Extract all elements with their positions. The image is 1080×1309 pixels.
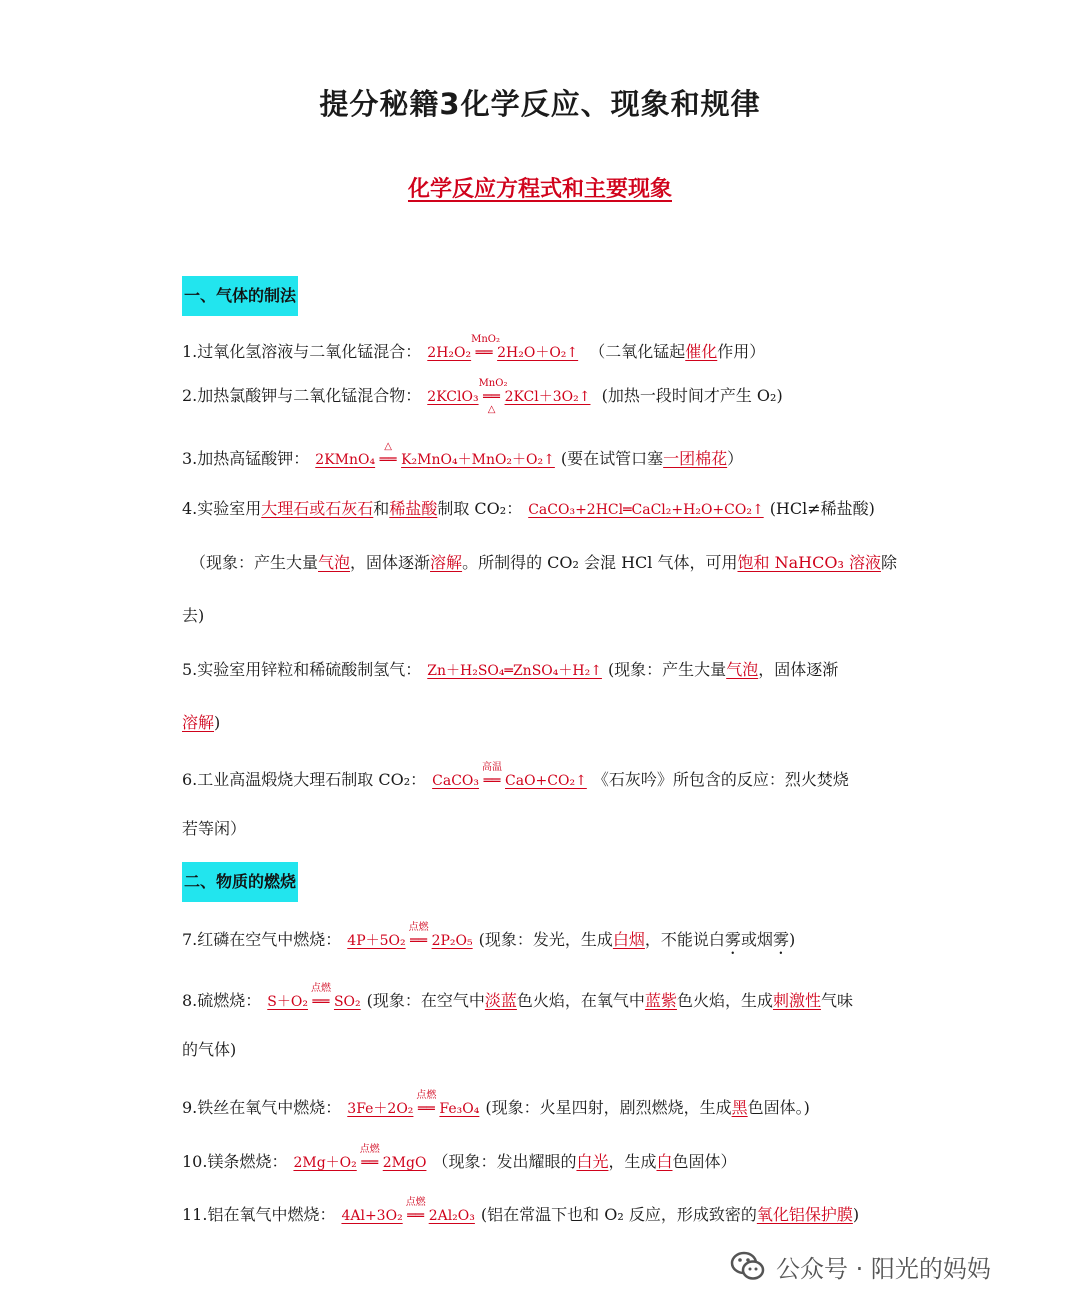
eq-reactants: 4Al+3O₂ (341, 1208, 403, 1224)
item-3-highlight: 一团棉花 (663, 449, 728, 468)
item-4-highlight-1: 大理石或石灰石 (261, 499, 374, 518)
item-9-equation (341, 1090, 485, 1123)
eq-condition: MnO₂ ══ (471, 341, 497, 367)
eq-reactants: 2KMnO₄ (315, 452, 376, 468)
item-4-text-mid: 和 (373, 499, 390, 518)
eq-reactants: 3Fe＋2O₂ (347, 1101, 414, 1117)
item-10-text: 10.镁条燃烧： (182, 1152, 288, 1171)
item-11-equation (335, 1197, 480, 1230)
item-8-equation (261, 983, 366, 1016)
item-6-note: 《石灰吟》所包含的反应：烈火焚烧 (592, 770, 849, 789)
item-8-text: 8.硫燃烧： (182, 991, 262, 1010)
section-heading-gas-preparation: 一、气体的制法 (182, 276, 298, 316)
item-10 (182, 1144, 902, 1177)
item-11 (182, 1197, 902, 1230)
eq-reactants: 2Mg＋O₂ (293, 1155, 357, 1171)
item-7-note-c: 或烟 (740, 930, 773, 949)
wechat-icon (730, 1248, 766, 1284)
item-10-equation (287, 1144, 432, 1177)
item-7 (182, 922, 902, 958)
obs-text-c: 。所制得的 CO₂ 会混 HCl 气体，可用 (462, 553, 738, 572)
eq-reactants: 2KClO₃ (427, 389, 479, 405)
eq-condition: 点燃 ══ (357, 1151, 383, 1177)
item-9-text: 9.铁丝在氧气中燃烧： (182, 1098, 342, 1117)
item-7-highlight: 白烟 (612, 930, 645, 949)
item-10-note: （现象：发出耀眼的 (432, 1152, 577, 1171)
item-5 (182, 658, 902, 683)
item-4-text: 4.实验室用 (182, 499, 262, 518)
item-8-highlight-3: 刺激性 (772, 991, 821, 1010)
eq-reactants: S＋O₂ (267, 994, 308, 1010)
item-8-continuation: 的气体) (182, 1040, 237, 1059)
obs-highlight-2: 溶解 (430, 553, 463, 572)
item-7-text: 7.红磷在空气中燃烧： (182, 930, 342, 949)
item-6-continuation: 若等闲） (182, 819, 247, 838)
eq-condition: 点燃 ══ (406, 929, 432, 955)
eq-products: 2MgO (382, 1155, 427, 1171)
eq-condition: 点燃 ══ (403, 1204, 429, 1230)
obs-highlight-1: 气泡 (318, 553, 351, 572)
condition-top: 点燃 (405, 1197, 426, 1208)
condition-top: △ (384, 441, 392, 452)
item-6 (182, 762, 902, 795)
item-9-note: (现象：火星四射，剧烈燃烧，生成 (485, 1098, 732, 1117)
eq-condition: 点燃 ══ (308, 990, 334, 1016)
item-10-note-end: 色固体） (672, 1152, 737, 1171)
item-1-note-end: 作用） (717, 342, 766, 361)
item-11-note-end: ) (852, 1205, 860, 1224)
item-4-highlight-2: 稀盐酸 (389, 499, 438, 518)
condition-top: 点燃 (359, 1144, 380, 1155)
item-8-highlight-1: 淡蓝 (484, 991, 517, 1010)
item-7-emphasis-1: 雾 (724, 930, 741, 949)
obs-text-d: 除 (880, 553, 897, 572)
item-5-note-end: ，固体逐渐 (758, 660, 839, 679)
item-9-note-end: 色固体。) (747, 1098, 810, 1117)
subtitle-text: 化学反应方程式和主要现象 (407, 177, 672, 202)
page-title: 提分秘籍3化学反应、现象和规律 (319, 87, 761, 121)
condition-top: MnO₂ (471, 334, 500, 345)
item-8-highlight-2: 蓝紫 (644, 991, 677, 1010)
item-1 (182, 334, 902, 367)
item-8 (182, 983, 902, 1016)
item-10-highlight-1: 白光 (576, 1152, 609, 1171)
item-4-continuation: 去) (182, 606, 205, 625)
condition-top: 点燃 (408, 922, 429, 933)
item-7-emphasis-2: 雾 (772, 930, 789, 949)
item-7-equation (341, 922, 478, 955)
item-4-observation (190, 551, 910, 575)
item-5-equation: Zn＋H₂SO₄═ZnSO₄＋H₂↑ (427, 663, 602, 679)
item-8-note-c: 色火焰，生成 (676, 991, 773, 1010)
page-subtitle (0, 172, 1080, 203)
obs-highlight-3: 饱和 NaHCO₃ 溶液 (737, 553, 881, 572)
item-4-text-b: 制取 CO₂： (437, 499, 523, 518)
eq-reactants: 4P＋5O₂ (347, 933, 406, 949)
eq-products: K₂MnO₄＋MnO₂＋O₂↑ (401, 452, 555, 468)
item-1-note: （二氧化锰起 (589, 342, 686, 361)
condition-top: 点燃 (416, 1090, 437, 1101)
eq-reactants: 2H₂O₂ (427, 345, 472, 361)
eq-products: CaO+CO₂↑ (505, 773, 587, 789)
eq-condition: △ ══ (375, 448, 401, 474)
item-9 (182, 1090, 902, 1123)
eq-products: 2P₂O₅ (431, 933, 473, 949)
eq-reactants: CaCO₃ (432, 773, 480, 789)
item-1-equation (421, 334, 584, 367)
item-5-text: 5.实验室用锌粒和稀硫酸制氢气： (182, 660, 422, 679)
item-5-note: (现象：产生大量 (607, 660, 727, 679)
item-6-text: 6.工业高温煅烧大理石制取 CO₂： (182, 770, 427, 789)
item-9-highlight: 黑 (731, 1098, 748, 1117)
item-1-highlight: 催化 (685, 342, 718, 361)
item-1-text: 1.过氧化氢溶液与二氧化锰混合： (182, 342, 422, 361)
item-8-note-b: 色火焰，在氧气中 (516, 991, 645, 1010)
condition-top: MnO₂ (478, 378, 508, 389)
eq-products: 2H₂O＋O₂↑ (497, 345, 579, 361)
item-5-close: ) (214, 713, 221, 732)
eq-products: 2KCl＋3O₂↑ (504, 389, 591, 405)
item-8-note: (现象：在空气中 (366, 991, 485, 1010)
condition-top: 高温 (482, 762, 503, 773)
eq-products: Fe₃O₄ (439, 1101, 480, 1117)
eq-condition: 高温 ══ (479, 769, 505, 795)
item-3-note: (要在试管口塞 (560, 449, 664, 468)
item-11-text: 11.铝在氧气中燃烧： (182, 1205, 336, 1224)
item-3-note-end: ） (727, 449, 744, 468)
item-7-note-b: ，不能说白 (644, 930, 725, 949)
condition-bottom: △ (487, 404, 496, 415)
obs-text-b: ，固体逐渐 (350, 553, 431, 572)
obs-text: （现象：产生大量 (190, 553, 319, 572)
item-2-text: 2.加热氯酸钾与二氧化锰混合物： (182, 386, 422, 405)
item-8-note-end: 气味 (820, 991, 853, 1010)
item-5-highlight-2: 溶解 (182, 713, 215, 732)
item-7-note: (现象：发光，生成 (478, 930, 613, 949)
item-2-equation (421, 378, 596, 415)
item-4-note: (HCl≠稀盐酸) (769, 499, 875, 518)
item-11-note: (铝在常温下也和 O₂ 反应，形成致密的 (480, 1205, 757, 1224)
watermark (730, 1244, 991, 1288)
item-3-text: 3.加热高锰酸钾： (182, 449, 310, 468)
eq-products: SO₂ (333, 994, 361, 1010)
item-2 (182, 378, 902, 415)
section-heading-combustion: 二、物质的燃烧 (182, 862, 298, 902)
eq-products: 2Al₂O₃ (428, 1208, 475, 1224)
watermark-text: 公众号 · 阳光的妈妈 (776, 1254, 991, 1283)
item-3-equation (309, 441, 561, 474)
eq-condition: 点燃 ══ (413, 1097, 439, 1123)
item-10-note-b: ，生成 (608, 1152, 657, 1171)
item-7-note-end: ) (788, 930, 796, 949)
item-11-highlight: 氧化铝保护膜 (756, 1205, 853, 1224)
item-3 (182, 441, 902, 474)
item-4 (182, 497, 902, 522)
item-2-note: (加热一段时间才产生 O₂) (601, 386, 783, 405)
item-5-continuation (182, 711, 902, 735)
item-4-equation: CaCO₃+2HCl═CaCl₂+H₂O+CO₂↑ (528, 502, 764, 518)
eq-condition: MnO₂ ══ △ (479, 385, 505, 411)
condition-top: 点燃 (310, 983, 331, 994)
item-5-highlight: 气泡 (726, 660, 759, 679)
item-10-highlight-2: 白 (656, 1152, 673, 1171)
item-6-equation (426, 762, 593, 795)
